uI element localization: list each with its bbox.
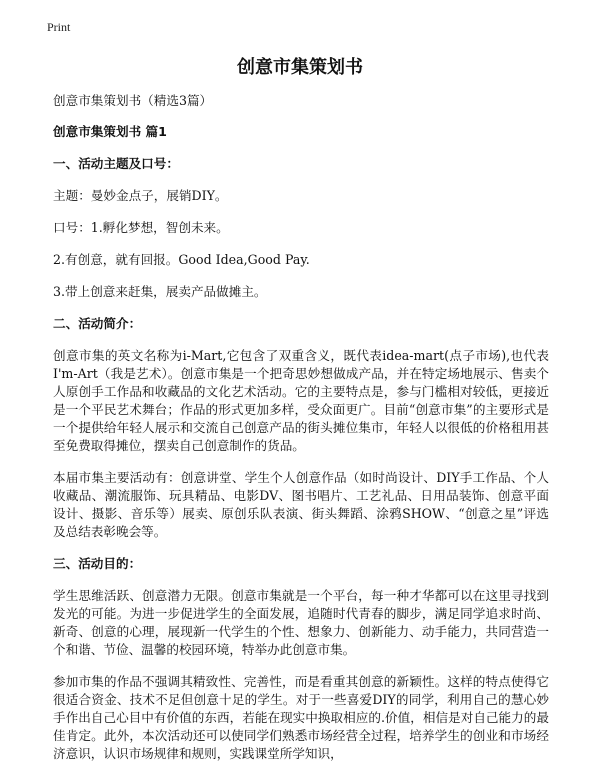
- section-heading-theme: 一、活动主题及口号：: [53, 156, 179, 171]
- slogan-line-1: 口号：1.孵化梦想，智创未来。: [53, 220, 229, 235]
- section-heading-purpose: 三、活动目的：: [53, 556, 142, 571]
- purpose-paragraph-1: 学生思维活跃、创意潜力无限。创意市集就是一个平台，每一种才华都可以在这里寻找到发光的可能。为进一步促进学生的全面发展，追随时代青春的脚步，满足同学追求时尚、新奇、创意的心理，展现新一代学生的个性、想象力、创新能力、动手能力，共同营造一个和谐、节俭、温馨的校园环境，特举办此创意市集。: [53, 588, 549, 657]
- print-link[interactable]: Print: [47, 20, 71, 34]
- intro-paragraph-2: 本届市集主要活动有：创意讲堂、学生个人创意作品（如时尚设计、DIY手工作品、个人收藏品、潮流服饰、玩具精品、电影DV、图书唱片、工艺礼品、日用品装饰、创意平面设计、摄影、音乐等）展卖、原创乐队表演、街头舞蹈、涂鸦SHOW、“创意之星”评选及总结表彰晚会等。: [53, 470, 549, 539]
- document-subtitle: 创意市集策划书（精选3篇）: [53, 93, 213, 108]
- intro-paragraph-1: 创意市集的英文名称为i-Mart,它包含了双重含义，既代表idea-mart(点子市场),也代表I'm-Art（我是艺术）。创意市集是一个把奇思妙想做成产品，并在特定场地展示、售卖个人原创手工作品和收藏品的文化艺术活动。它的主要特点是，参与门槛相对较低，更接近是一个平民艺术舞台；作品的形式更加多样，受众面更广。目前“创意市集”的主要形式是一个提供给年轻人展示和交流自己创意产品的街头摊位集市，年轻人以很低的价格租用甚至免费取得摊位，摆卖自己创意制作的货品。: [53, 348, 549, 453]
- chapter-title: 创意市集策划书 篇1: [53, 124, 167, 139]
- document-body: [53, 92, 549, 777]
- slogan-line-3: 3.带上创意来赶集，展卖产品做摊主。: [53, 284, 267, 299]
- page-title: 创意市集策划书: [237, 57, 363, 78]
- theme-line: 主题：曼妙金点子，展销DIY。: [53, 188, 228, 203]
- purpose-paragraph-2: 参加市集的作品不强调其精致性、完善性，而是看重其创意的新颖性。这样的特点使得它很适合资金、技术不足但创意十足的学生。对于一些喜爱DIY的同学，利用自己的慧心妙手作出自己心目中有价值的东西，若能在现实中换取相应的.价值，相信是对自己能力的最佳肯定。此外，本次活动还可以使同学们熟悉市场经营全过程，培养学生的创业和市场经济意识，认识市场规律和规则，实践课堂所学知识，: [53, 674, 549, 761]
- slogan-line-2: 2.有创意，就有回报。Good Idea,Good Pay.: [53, 252, 310, 267]
- section-heading-intro: 二、活动简介：: [53, 316, 142, 331]
